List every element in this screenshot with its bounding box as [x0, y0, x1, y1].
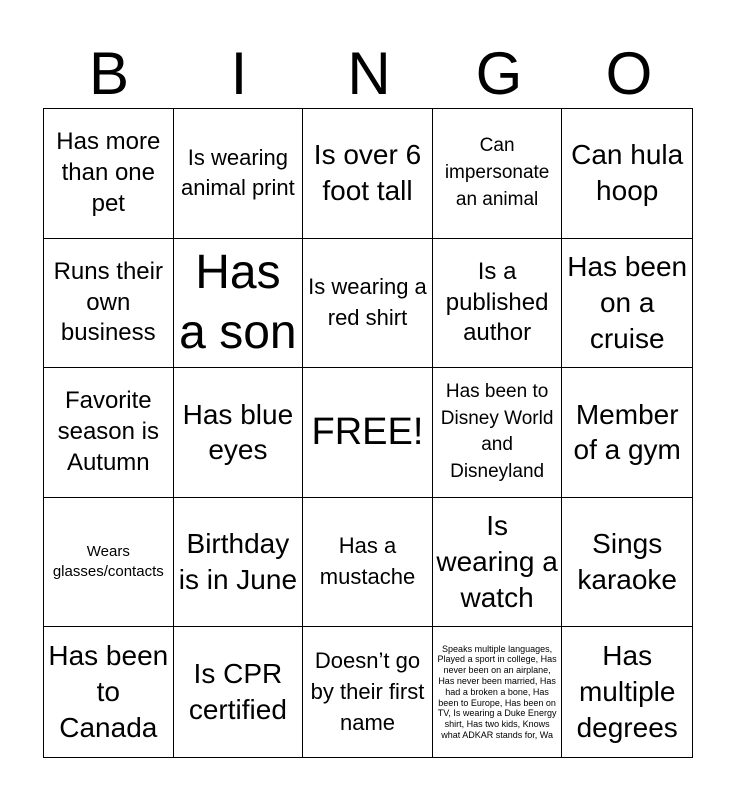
cell-text: Runs their own business	[53, 257, 163, 347]
bingo-cell[interactable]	[562, 239, 692, 369]
cell-text: Has been to Canada	[48, 640, 169, 744]
bingo-cell[interactable]	[562, 627, 692, 757]
bingo-cell[interactable]	[303, 109, 433, 239]
bingo-cell[interactable]	[562, 368, 692, 498]
cell-text: Member of a gym	[573, 398, 681, 466]
bingo-grid	[43, 108, 693, 758]
cell-text: Has been on a cruise	[567, 251, 688, 354]
free-text: FREE!	[311, 410, 424, 453]
bingo-cell[interactable]	[174, 239, 304, 369]
bingo-cell[interactable]	[174, 498, 304, 628]
cell-text: Is CPR certified	[188, 658, 287, 726]
cell-text: Sings karaoke	[577, 528, 677, 596]
cell-text: Has a mustache	[319, 533, 416, 590]
cell-text: Has been to Disney World and Disneyland	[440, 381, 554, 483]
bingo-cell[interactable]	[433, 239, 563, 369]
bingo-cell[interactable]	[44, 368, 174, 498]
cell-text: Doesn’t go by their first name	[310, 648, 425, 735]
cell-text: Birthday is in June	[178, 528, 298, 596]
bingo-cell[interactable]	[44, 239, 174, 369]
bingo-cell[interactable]	[433, 368, 563, 498]
cell-text: Is over 6 foot tall	[313, 139, 422, 207]
cell-text: Wears glasses/contacts	[52, 542, 164, 581]
bingo-header	[44, 40, 694, 108]
bingo-cell[interactable]	[303, 239, 433, 369]
cell-text: Is a published author	[445, 257, 549, 347]
bingo-cell[interactable]	[433, 109, 563, 239]
bingo-cell[interactable]	[433, 498, 563, 628]
bingo-cell[interactable]	[433, 627, 563, 757]
bingo-cell[interactable]	[44, 627, 174, 757]
cell-text: Is wearing a watch	[436, 510, 558, 613]
cell-text: Has a son	[179, 245, 297, 359]
cell-text: Can hula hoop	[571, 139, 684, 207]
cell-text: Favorite season is Autumn	[57, 387, 159, 476]
cell-text: Is wearing animal print	[181, 144, 295, 201]
cell-text: Speaks multiple languages, Played a sport in college, Has never been on an airplane, Has never been married, Has had a broken a bone, Has been to Europe, Has been on TV, Is wearing a Duke Energy shirt, Has two kids, Knows what ADKAR stands for, Wa	[437, 643, 557, 740]
header-letter-o: O	[605, 40, 653, 107]
cell-text: Has multiple degrees	[576, 640, 678, 744]
header-letter-i: I	[230, 40, 248, 107]
bingo-cell[interactable]	[174, 627, 304, 757]
bingo-cell[interactable]	[44, 498, 174, 628]
header-letter-n: N	[347, 40, 391, 107]
bingo-cell[interactable]	[562, 109, 692, 239]
cell-text: Has blue eyes	[182, 398, 294, 466]
header-letter-b: B	[88, 40, 130, 107]
bingo-cell[interactable]	[562, 498, 692, 628]
bingo-cell[interactable]	[303, 498, 433, 628]
cell-text: Has more than one pet	[56, 128, 161, 217]
cell-text: Can impersonate an animal	[444, 135, 550, 210]
free-space[interactable]	[303, 368, 433, 498]
bingo-cell[interactable]	[174, 109, 304, 239]
bingo-cell[interactable]	[303, 627, 433, 757]
cell-text: Is wearing a red shirt	[308, 274, 427, 330]
bingo-cell[interactable]	[174, 368, 304, 498]
header-letter-g: G	[475, 40, 523, 107]
bingo-cell[interactable]	[44, 109, 174, 239]
